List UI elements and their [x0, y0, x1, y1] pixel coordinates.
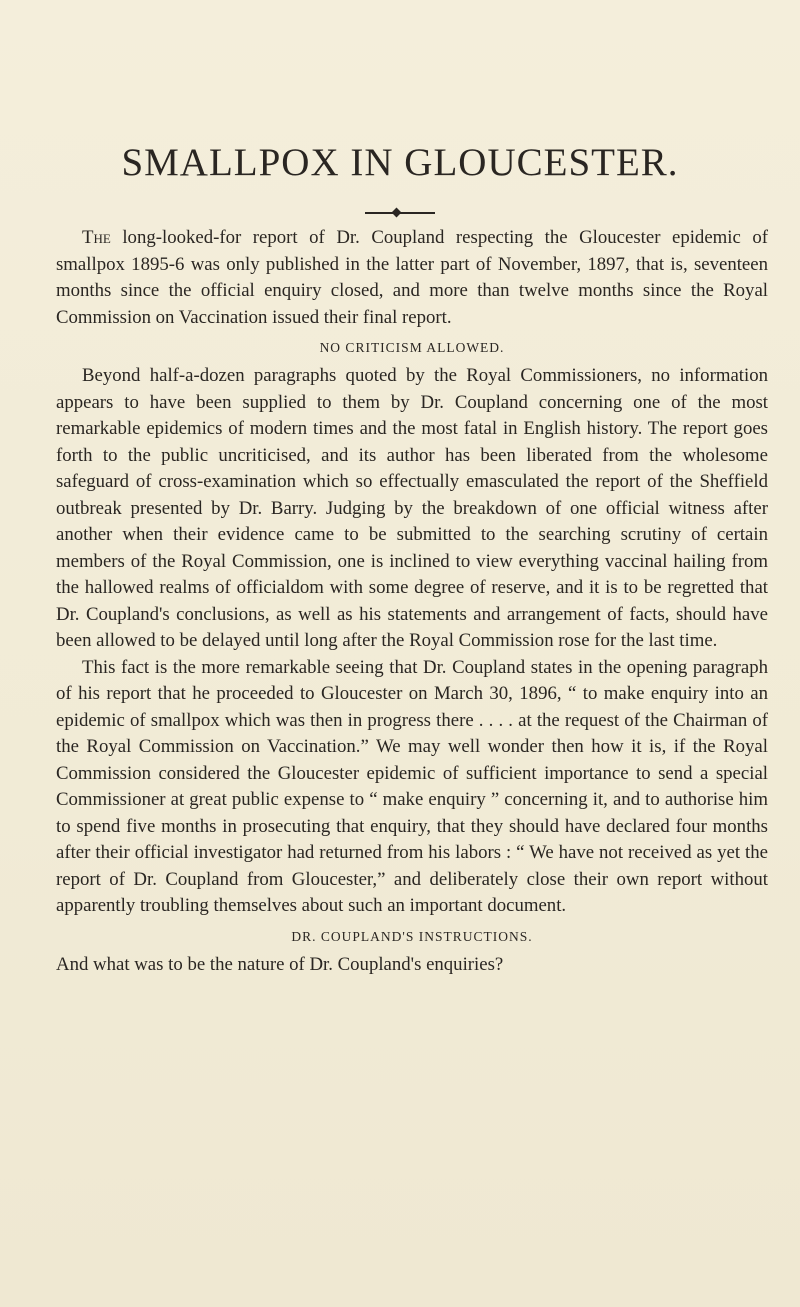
paragraph-question: And what was to be the nature of Dr. Coupland's enquiries? [56, 953, 504, 975]
opening-word: The [82, 227, 111, 248]
section-heading-instructions: DR. COUPLAND'S INSTRUCTIONS. [291, 928, 533, 944]
paragraph-this-fact: This fact is the more remarkable seeing that Dr. Coupland states in the opening paragraph of his report that he proceeded to Gloucester on March 30, 1896, “ to make enquiry into an epidemic of smallpox which was then in progress there . . . . at the request of the Chairman of the Royal Commission on Vaccination.” We may well wonder then how it is, if the Royal Commission considered the Gloucester epidemic of sufficient importance to send a special Commissioner at great public expense to “ make enquiry ” concerning it, and to authorise him to spend five months in prosecuting that enquiry, that they should have declared four months after their official investigator had returned from his labors : “ We have not received as yet the report of Dr. Coupland from Gloucester,” and deliberately close their own report without apparently troubling themselves about such an important document. [56, 656, 768, 916]
opening-text: long-looked-for report of Dr. Coupland respecting the Gloucester epidemic of smallpox 1895-6 was only published in the latter part of November, 1897, that is, seventeen months since the official enquiry closed, and more than twelve months since the Royal Commission on Vaccination issued their final report. [56, 227, 768, 328]
paragraph-beyond: Beyond half-a-dozen paragraphs quoted by the Royal Commissioners, no information appears to have been supplied to them by Dr. Coupland concerning one of the most remarkable epidemics of modern times and the most fatal in English history. The report goes forth to the public uncriticised, and its author has been liberated from the wholesome safeguard of cross-examination which so effectually emasculated the report of the Sheffield outbreak presented by Dr. Barry. Judging by the breakdown of one official witness after another when their evidence came to be submitted to the searching scrutiny of certain members of the Royal Commission, one is inclined to view everything vaccinal hailing from the hallowed realms of officialdom with some degree of reserve, and it is to be regretted that Dr. Coupland's conclusions, as well as his statements and arrangement of facts, should have been allowed to be delayed until long after the Royal Commission rose for the last time. [56, 365, 768, 651]
section-heading-no-criticism: NO CRITICISM ALLOWED. [319, 340, 505, 355]
page-title: SMALLPOX IN GLOUCESTER. [121, 141, 679, 184]
paragraph-opening [56, 225, 768, 331]
rule-ornament [392, 208, 402, 218]
article-body [56, 225, 768, 978]
